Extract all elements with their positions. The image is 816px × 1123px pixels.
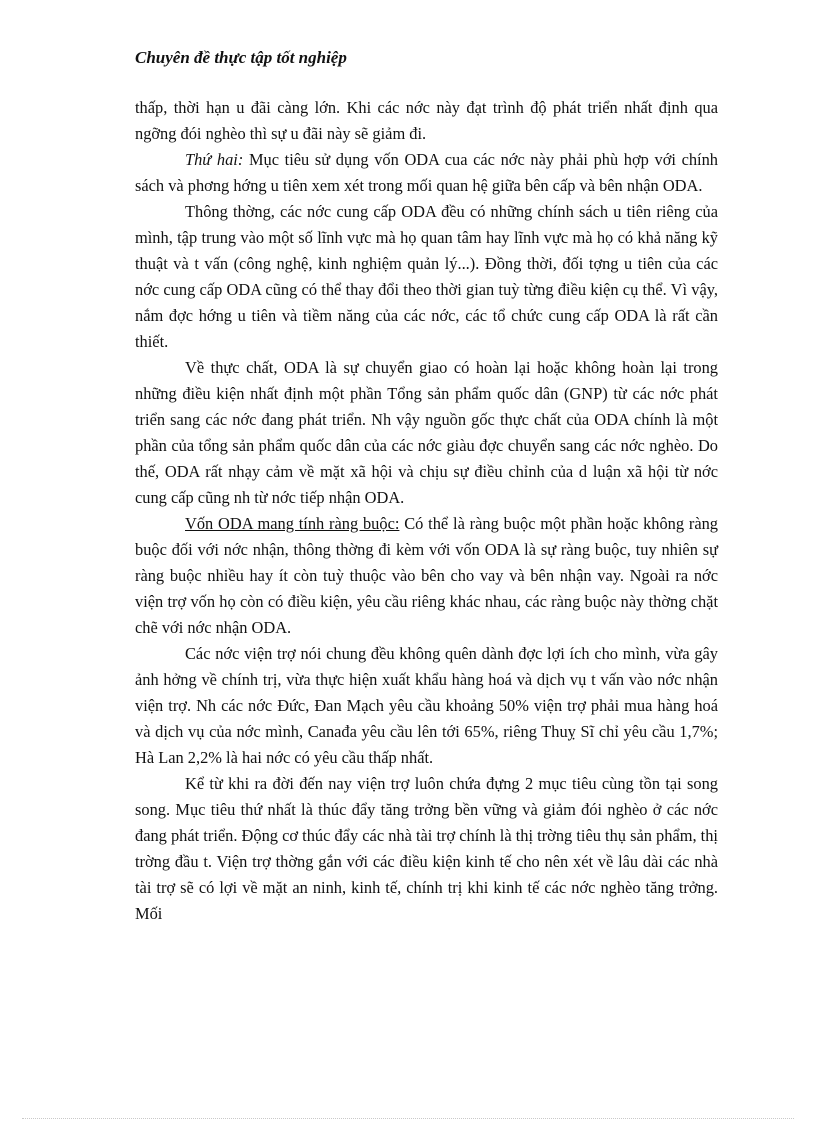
paragraph-6-text: Các nớc viện trợ nói chung đều không quên dành đợc lợi ích cho mình, vừa gây ảnh hởng về chính trị, vừa thực hiện xuất khẩu hàng hoá và dịch vụ t vấn vào nớc nhận viện trợ. Nh các nớc Đức, Đan Mạch yêu cầu khoảng 50% viện trợ phải mua hàng hoá và dịch vụ của nớc mình, Canađa yêu cầu lên tới 65%, riêng Thuỵ Sĩ chỉ yêu cầu 1,7%; Hà Lan 2,2% là hai nớc có yêu cầu thấp nhất. bbox=[135, 644, 718, 767]
paragraph-2 bbox=[135, 147, 718, 199]
paragraph-7 bbox=[135, 771, 718, 927]
paragraph-1-text: thấp, thời hạn u đãi càng lớn. Khi các nớc này đạt trình độ phát triển nhất định qua ngỡng đói nghèo thì sự u đãi này sẽ giảm đi. bbox=[135, 98, 718, 143]
paragraph-2-text: Mục tiêu sử dụng vốn ODA cua các nớc này phải phù hợp với chính sách và phơng hớng u tiên xem xét trong mối quan hệ giữa bên cấp và bên nhận ODA. bbox=[135, 150, 718, 195]
paragraph-4 bbox=[135, 355, 718, 511]
paragraph-2-lead: Thứ hai: bbox=[185, 150, 244, 169]
paragraph-6 bbox=[135, 641, 718, 771]
running-header: Chuyên đề thực tập tốt nghiệp bbox=[135, 48, 347, 67]
paragraph-1 bbox=[135, 95, 718, 147]
paragraph-4-text: Về thực chất, ODA là sự chuyển giao có hoàn lại hoặc không hoàn lại trong những điều kiện nhất định một phần Tổng sản phẩm quốc dân (GNP) từ các nớc phát triển sang các nớc đang phát triển. Nh vậy nguồn gốc thực chất của ODA chính là một phần của tổng sản phẩm quốc dân của các nớc giàu đợc chuyển sang các nớc nghèo. Do thế, ODA rất nhạy cảm về mặt xã hội và chịu sự điều chỉnh của d luận xã hội từ nớc cung cấp cũng nh từ nớc tiếp nhận ODA. bbox=[135, 358, 718, 507]
page-bottom-divider bbox=[22, 1118, 794, 1119]
paragraph-3-text: Thông thờng, các nớc cung cấp ODA đều có những chính sách u tiên riêng của mình, tập trung vào một số lĩnh vực mà họ quan tâm hay lĩnh vực mà họ có khả năng kỹ thuật và t vấn (công nghệ, kinh nghiệm quản lý...). Đồng thời, đối tợng u tiên của các nớc cung cấp ODA cũng có thể thay đổi theo thời gian tuỳ từng điều kiện cụ thể. Vì vậy, nắm đợc hớng u tiên và tiềm năng của các nớc, các tổ chức cung cấp ODA là rất cần thiết. bbox=[135, 202, 718, 351]
document-body bbox=[135, 95, 718, 927]
paragraph-5-lead: Vốn ODA mang tính ràng buộc: bbox=[185, 514, 400, 533]
paragraph-5 bbox=[135, 511, 718, 641]
paragraph-3 bbox=[135, 199, 718, 355]
paragraph-5-text: Có thể là ràng buộc một phần hoặc không ràng buộc đối với nớc nhận, thông thờng đi kèm với vốn ODA là sự ràng buộc, tuy nhiên sự ràng buộc nhiều hay ít còn tuỳ thuộc vào bên cho vay và bên nhận vay. Ngoài ra nớc viện trợ vốn họ còn có điều kiện, yêu cầu riêng khác nhau, các ràng buộc này thờng chặt chẽ với nớc nhận ODA. bbox=[135, 514, 718, 637]
paragraph-7-text: Kể từ khi ra đời đến nay viện trợ luôn chứa đựng 2 mục tiêu cùng tồn tại song song. Mục tiêu thứ nhất là thúc đẩy tăng trởng bền vững và giảm đói nghèo ở các nớc đang phát triển. Động cơ thúc đẩy các nhà tài trợ chính là thị trờng tiêu thụ sản phẩm, thị trờng đầu t. Viện trợ thờng gắn với các điều kiện kinh tế cho nên xét về lâu dài các nhà tài trợ sẽ có lợi về mặt an ninh, kinh tế, chính trị khi kinh tế các nớc nghèo tăng trởng. Mối bbox=[135, 774, 718, 923]
